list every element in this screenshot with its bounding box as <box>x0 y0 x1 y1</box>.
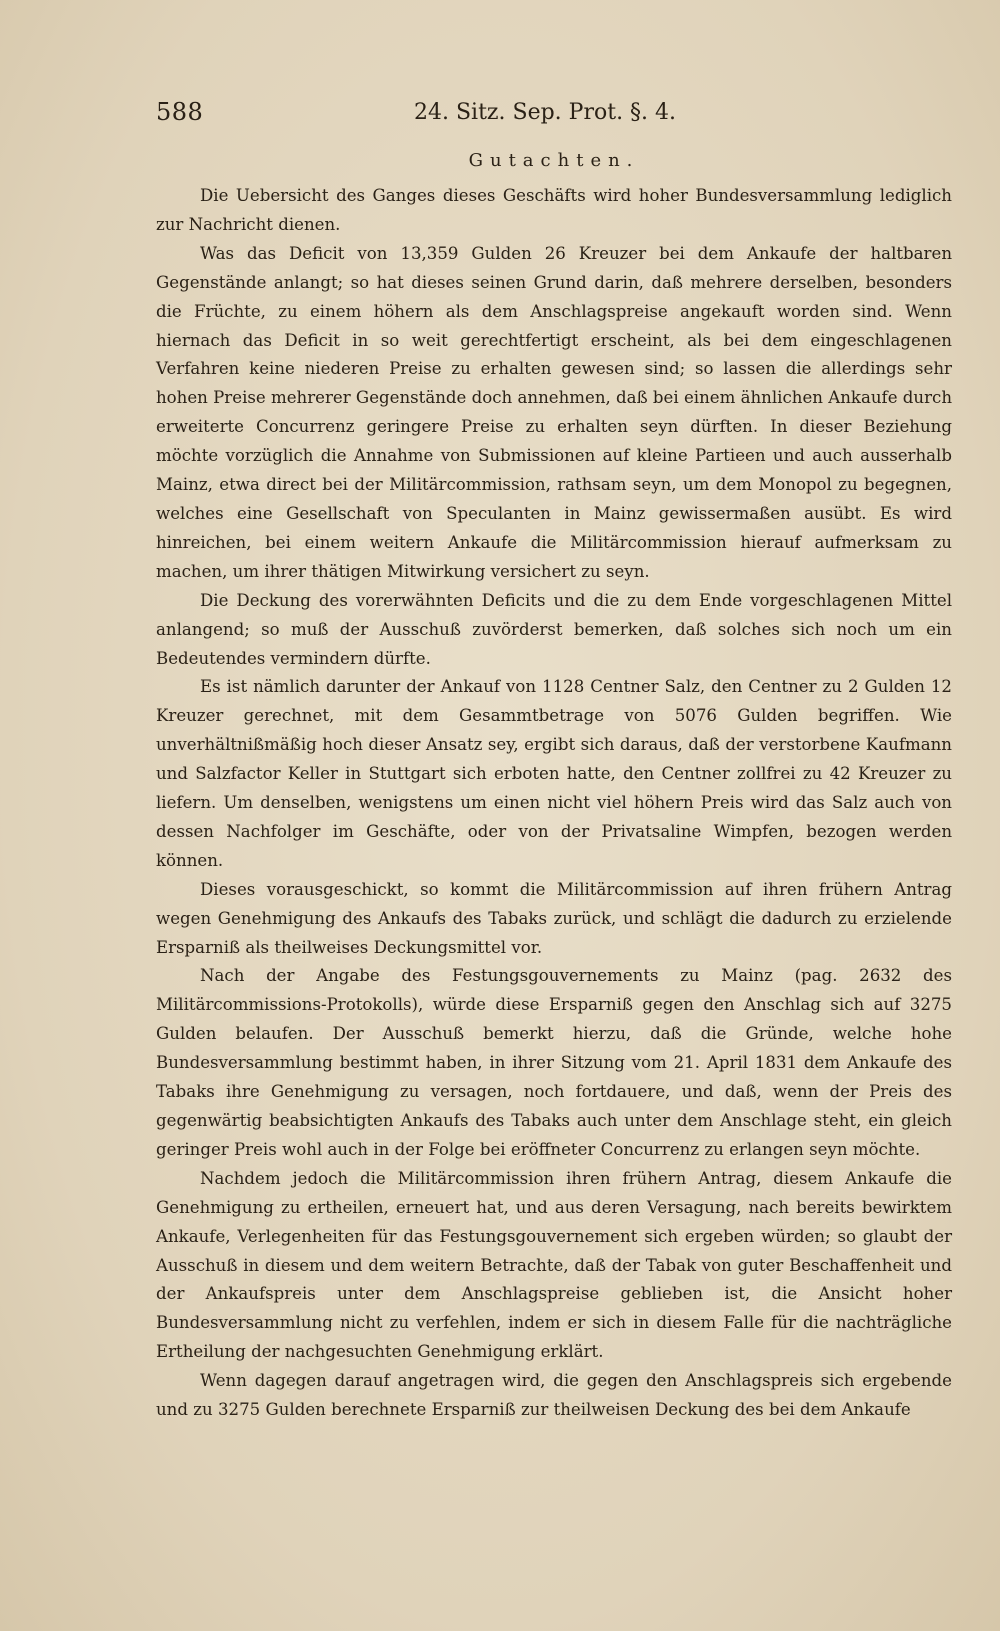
paragraph-7: Nachdem jedoch die Militärcommission ihren frühern Antrag, diesem Ankaufe die Genehmigung zu ertheilen, erneuert hat, und aus deren Versagung, nach bereits bewirktem Ankaufe, Verlegenheiten für das Festungsgouvernement sich ergeben würden; so glaubt der Ausschuß in diesem und dem weitern Betrachte, daß der Tabak von guter Beschaffenheit und der Ankaufspreis unter dem Anschlagspreise geblieben ist, die Ansicht hoher Bundesversammlung nicht zu verfehlen, indem er sich in diesem Falle für die nachträgliche Ertheilung der nachgesuchten Genehmigung erklärt. <box>156 1168 952 1362</box>
page-number: 588 <box>156 98 204 126</box>
paragraph-4: Es ist nämlich darunter der Ankauf von 1128 Centner Salz, den Centner zu 2 Gulden 12 Kreuzer gerechnet, mit dem Gesammtbetrage von 5076 Gulden begriffen. Wie unverhältnißmäßig hoch dieser Ansatz sey, ergibt sich daraus, daß der verstorbene Kaufmann und Salzfactor Keller in Stuttgart sich erboten hatte, den Centner zollfrei zu 42 Kreuzer zu liefern. Um denselben, wenigstens um einen nicht viel höhern Preis wird das Salz auch von dessen Nachfolger im Geschäfte, oder von der Privatsaline Wimpfen, bezogen werden können. <box>156 677 952 870</box>
section-title: Gutachten. <box>468 150 640 171</box>
page-header <box>156 98 952 134</box>
paragraph-1: Die Uebersicht des Ganges dieses Geschäfts wird hoher Bundesversammlung lediglich zur Nachricht dienen. <box>156 186 952 234</box>
paragraph-3: Die Deckung des vorerwähnten Deficits und die zu dem Ende vorgeschlagenen Mittel anlangend; so muß der Ausschuß zuvörderst bemerken, daß solches sich noch um ein Bedeutendes vermindern dürfte. <box>156 590 952 668</box>
running-head: 24. Sitz. Sep. Prot. §. 4. <box>414 100 677 125</box>
body-text <box>156 182 952 1425</box>
paragraph-5: Dieses vorausgeschickt, so kommt die Militärcommission auf ihren frühern Antrag wegen Genehmigung des Ankaufs des Tabaks zurück, und schlägt die dadurch zu erzielende Ersparniß als theilweises Deckungsmittel vor. <box>156 879 952 957</box>
paragraph-6: Nach der Angabe des Festungsgouvernements zu Mainz (pag. 2632 des Militärcommissions-Protokolls), würde diese Ersparniß gegen den Anschlag sich auf 3275 Gulden belaufen. Der Ausschuß bemerkt hierzu, daß die Gründe, welche hohe Bundesversammlung bestimmt haben, in ihrer Sitzung vom 21. April 1831 dem Ankaufe des Tabaks ihre Genehmigung zu versagen, noch fortdauere, und daß, wenn der Preis des gegenwärtig beabsichtigten Ankaufs des Tabaks auch unter dem Anschlage steht, ein gleich geringer Preis wohl auch in der Folge bei eröffneter Concurrenz zu erlangen seyn möchte. <box>156 966 952 1159</box>
paragraph-2: Was das Deficit von 13,359 Gulden 26 Kreuzer bei dem Ankaufe der haltbaren Gegenstände anlangt; so hat dieses seinen Grund darin, daß mehrere derselben, besonders die Früchte, zu einem höhern als dem Anschlagspreise angekauft worden sind. Wenn hiernach das Deficit in so weit gerechtfertigt erscheint, als bei dem eingeschlagenen Verfahren keine niederen Preise zu erhalten gewesen sind; so lassen die allerdings sehr hohen Preise mehrerer Gegenstände doch annehmen, daß bei einem ähnlichen Ankaufe durch erweiterte Concurrenz geringere Preise zu erhalten seyn dürften. In dieser Beziehung möchte vorzüglich die Annahme von Submissionen auf kleine Partieen und auch ausserhalb Mainz, etwa direct bei der Militärcommission, rathsam seyn, um dem Monopol zu begegnen, welches eine Gesellschaft von Speculanten in Mainz gewissermaßen ausübt. Es wird hinreichen, bei einem weitern Ankaufe die Militärcommission hierauf aufmerksam zu machen, um ihrer thätigen Mitwirkung versichert zu seyn. <box>156 243 953 581</box>
paragraph-8: Wenn dagegen darauf angetragen wird, die gegen den Anschlagspreis sich ergebende und zu 3275 Gulden berechnete Ersparniß zur theilweisen Deckung des bei dem Ankaufe <box>156 1371 952 1420</box>
